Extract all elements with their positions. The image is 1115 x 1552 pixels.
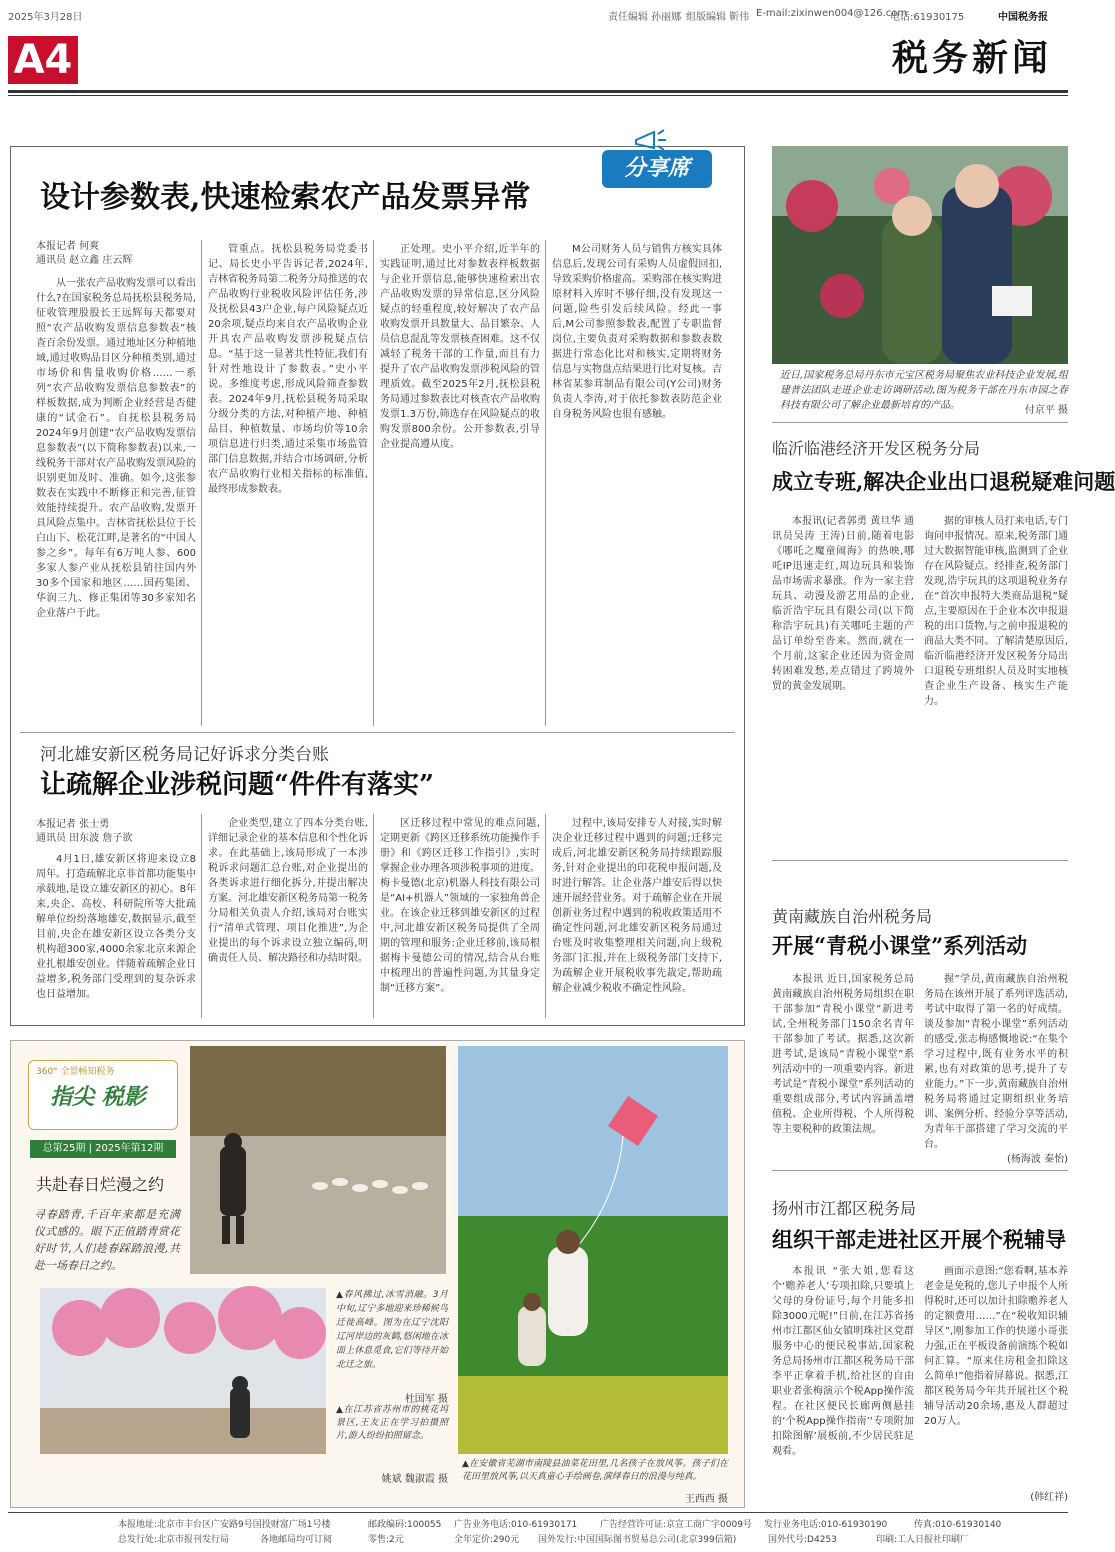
second-article-title: 让疏解企业涉税问题“件件有落实” [40, 770, 434, 800]
share-column-tag [590, 126, 720, 192]
right-article1-title: 成立专班,解决企业出口退税疑难问题 [772, 469, 1115, 494]
footer-annual-price: 全年定价:290元 [454, 1535, 520, 1545]
main-article-col1: 从一张农产品收购发票可以看出什么?在国家税务总局抚松县税务局,征收管理股股长王远辉每天都要对照“农产品收购发票信息参数表”核查百余份发票。通过地址区分种植地域,通过收购品目区分种植类别,通过市场价和售量收购价格……一系列“农产品收购发票信息参数表”的样板数据,成为判断企业经营是否健康的“试金石”。自抚松县税务局2024年9月创建“农产品收购发票信息参数表”(以下简称参数表)以来,一线税务干部对农产品收购发票风险的识别更加及时、准确。如今,这张参数表在实践中不断修正和完善,征管效能持续提升。农产品收购,发票开具风险点集中。吉林省抚松县位于长白山下、松花江畔,是著名的“中国人参之乡”。每年有6万吨人参、600多家人参产业从抚松县销往国内外30多个国家和地区……国药集团、华润三九、修正集团等30多家知名企业落户于此。 [36, 278, 196, 619]
article-divider [20, 732, 735, 733]
footer-printer: 印刷:工人日报社印刷厂 [876, 1535, 970, 1545]
footer-postcode: 邮政编码:100055 [368, 1520, 442, 1530]
feature-issue: 总第25期 | 2025年第12期 [30, 1140, 176, 1158]
cranes-photo [190, 1046, 446, 1274]
second-article-col4: 过程中,该局安排专人对接,实时解决企业迁移过程中遇到的问题;迁移完成后,河北雄安新区税务局持续跟踪服务,针对企业提出的印花税申报问题,及时进行解答。让企业落户雄安后得以快速开展经营业务。对于疏解企业在开展创新业务过程中遇到的税收政策适用不确定性问题,河北雄安新区税务局通过台账及时收集整理相关问题,向上级税务部门汇报,并在上级税务部门支持下,为疏解企业开展税收事先裁定,帮助疏解企业减少税收不确定性风险。 [552, 818, 722, 994]
main-article-col4: M公司财务人员与销售方核实具体信息后,发现公司有采购人员虚假回扣,导致采购价格虚高。采购部在核实购进原材料入库时不够仔细,没有发现这一问题,险些引发后续风险。经此一事后,M公司参照参数表,配置了专职监督岗位,主要负责对采购数据和参数表数据进行常态化比对和核实,定期将财务信息与实物盘点结果进行比对复核。吉林省某参茸制品有限公司(Y公司)财务负责人李涛,对于依托参数表防范企业自身税务风险也很有感触。 [552, 244, 722, 420]
photo2-credit: 姚斌 魏淑霞 摄 [381, 1474, 448, 1485]
column-divider [545, 240, 546, 726]
kite-illustration [458, 1046, 728, 1454]
photo1-credit: 杜国军 摄 [404, 1394, 448, 1405]
header-date: 2025年3月28日 [8, 12, 83, 23]
cranes-illustration [190, 1046, 446, 1274]
right-article2-col2: 握”学员,黄南藏族自治州税务局在该州开展了系列评选活动,考试中取得了第一名的好成绩。谈及参加“青税小课堂”系列活动的感受,张志梅感慨地说:“在集个学习过程中,既有业务水平的积累,也有对政策的思考,提升了专业能力。”下一步,黄南藏族自治州税务局将通过定期组织业务培训、案例分析、经验分享等活动,为青年干部搭建了学习交流的平台。 [924, 974, 1068, 1150]
footer-ad-phone: 广告业务电话:010-61930171 [454, 1520, 578, 1530]
main-byline-correspondent: 通讯员 赵立鑫 庄云辉 [36, 255, 133, 266]
right-article3-credit: (韩红祥) [1030, 1492, 1068, 1503]
header-email: E-mail:zixinwen004@126.com [756, 8, 908, 19]
second-article-col3: 区迁移过程中常见的难点问题,定期更新《跨区迁移系统功能操作手册》和《跨区迁移工作指引》,实时掌握企业办理各项涉税事项的进度。梅卡曼德(北京)机器人科技有限公司是“AI+机器人”领域的一家独角兽企业。在该企业迁移到雄安新区的过程中,河北雄安新区税务局提供了全周期的管理和服务:企业迁移前,该局根据梅卡曼德公司的情况,结合从台账中梳理出的普遍性问题,为其量身定制“迁移方案”。 [380, 818, 540, 994]
column-divider [545, 814, 546, 1018]
footer-ad-license: 广告经营许可证:京宣工商广字0009号 [600, 1520, 752, 1530]
second-byline-reporter: 本报记者 张士勇 [36, 819, 110, 830]
column-divider [201, 814, 202, 1018]
footer-price: 零售:2元 [368, 1535, 404, 1545]
right-photo-credit: 付京平 摄 [1024, 405, 1068, 416]
right-article1-kicker: 临沂临港经济开发区税务分局 [772, 439, 981, 458]
right-article3-title: 组织干部走进社区开展个税辅导 [772, 1227, 1066, 1252]
feature-brand-title: 指尖 税影 [50, 1084, 146, 1110]
footer-intl-code: 国外代号:D4253 [768, 1535, 837, 1545]
photo3-credit: 王西西 摄 [684, 1494, 728, 1505]
greenhouse-illustration [772, 146, 1068, 364]
main-byline-reporter: 本报记者 何爽 [36, 241, 100, 252]
right-article2-credit: (杨海波 秦怡) [1007, 1154, 1068, 1165]
header-rule-thin [8, 95, 1068, 96]
article-divider [772, 1170, 1068, 1171]
right-article1-col1: 本报讯(记者郭勇 黄旦华 通讯员吴涛 王涛)日前,随着电影《哪吒之魔童闹海》的热映,哪吒IP迅速走红,周边玩具和装饰品市场需求暴涨。作为一家主营玩具、动漫及游艺用品的企业,临沂浩宇玩具有限公司(以下简称浩宇玩具)有关哪吒主题的产品订单纷至沓来。然而,就在一个月前,这家企业还因为资金周转困难发愁,差点错过了跨境外贸的黄金发展期。 [772, 516, 914, 692]
header-editor: 责任编辑 孙丽娜 [608, 12, 682, 23]
article-divider [772, 422, 1068, 423]
right-photo-caption: 近日,国家税务总局丹东市元宝区税务局聚焦农业科技企业发展,组建普法团队走进企业走访调研活动,图为税务干部在丹东市园之春科技有限公司了解企业最新培育的产品。 [780, 370, 1068, 411]
feature-theme: 共赴春日烂漫之约 [36, 1175, 165, 1194]
right-article3-col2: 画面示意图:“您看啊,基本养老金是免税的,您儿子申报个人所得税时,还可以加计扣除赡养老人的定额费用……”在“税收知识辅导区”,刚参加工作的快递小哥张力强,正在平板设备前演练个税如何汇算。“原来住房租金扣除这么简单!”他指着屏幕说。据悉,江都区税务局今年共开展社区个税辅导活动20余场,惠及人群超过20万人。 [924, 1266, 1068, 1427]
column-divider [373, 240, 374, 726]
right-article2-title: 开展“青税小课堂”系列活动 [772, 933, 1028, 958]
header-rule [8, 90, 1068, 93]
right-article3-col1: 本报讯 “张大姐,您看这个‘赡养老人’专项扣除,只要填上父母的身份证号,每个月能多扣除3000元呢!”日前,在江苏省扬州市江都区仙女镇明珠社区党群服务中心的便民税事站,国家税务总局扬州市江都区税务局干部李平正拿着手机,给社区的自由职业者张梅演示个税App操作流程。在社区便民长廊两侧悬挂的‘个税App操作指南’‘专项附加扣除图解’展板前,不少居民驻足观看。 [772, 1266, 914, 1457]
right-article3-kicker: 扬州市江都区税务局 [772, 1199, 917, 1218]
footer-distributor: 总发行处:北京市报刊发行局 [118, 1535, 230, 1545]
header-phone: 电话:61930175 [890, 12, 965, 23]
right-article1-col2: 据的审核人员打来电话,专门询问申报情况。原来,税务部门通过大数据智能审核,监测到了企业存在风险疑点。经排查,税务部门发现,浩宇玩具的这项退税业务存在“首次申报特大类商品退税”疑点,主要原因在于企业本次申报退税的出口货物,与之前申报退税的商品大类不同。了解清楚原因后,临沂临港经济开发区税务分局出口退税专班组织人员及时实地核查企业生产设备、核实生产能力。 [924, 516, 1068, 707]
footer-fax: 传真:010-61930140 [914, 1520, 1002, 1530]
photo2-caption: ▲在江苏省苏州市的桃花坞景区,王友正在学习拍摄照片,游人纷纷拍照留念。 [336, 1405, 448, 1441]
photo3-caption: ▲在安徽省芜湖市南陵县油菜花田里,几名孩子在放风筝。孩子们在花田里放风筝,以天真童心手绘画卷,演绎春日的浪漫与纯真。 [462, 1459, 728, 1482]
right-article2-col1: 本报讯 近日,国家税务总局黄南藏族自治州税务局组织在职干部参加“青税小课堂”新进考试,全州税务部门150余名青年干部参加了考试。据悉,这次新进考试,是该局“青税小课堂”系列活动中的一项重要内容。新进考试是“青税小课堂”系列活动的重要组成部分,考试内容涵盖增值税、企业所得税、个人所得税等主要税种的政策法规。 [772, 974, 914, 1135]
article-divider [772, 860, 1068, 861]
blossom-photo [40, 1288, 326, 1454]
second-article-col2: 企业类型,建立了四本分类台账,详细记录企业的基本信息和个性化诉求。在此基础上,该局形成了一本涉税诉求问题汇总台账,对企业提出的各类诉求进行细化拆分,并提出解决方案。河北雄安新区税务局第一税务分局相关负责人介绍,该局对台账实行“清单式管理、项目化推进”,为企业提出的每个诉求设立独立编码,明确责任人员、解决路径和办结时限。 [208, 818, 368, 964]
share-tag-label: 分享席 [602, 150, 712, 188]
second-byline-correspondent: 通讯员 田东波 詹子欲 [36, 833, 133, 844]
column-divider [373, 814, 374, 1018]
section-title: 税务新闻 [891, 37, 1052, 79]
page-header [8, 6, 1068, 22]
second-article-col1: 4月1日,雄安新区将迎来设立8周年。打造疏解北京非首都功能集中承载地,是设立雄安新区的初心。8年来,央企、高校、科研院所等大批疏解单位纷纷落地雄安,数据显示,截至目前,央企在雄安新区设立各类分支机构超300家,4000余家北京来源企业扎根雄安创业。伴随着疏解企业日益增多,税务部门受理到的复杂诉求也日益增加。 [36, 854, 196, 1000]
header-layout: 组版编辑 靳伟 [686, 12, 750, 23]
page-footer [8, 1512, 1068, 1548]
main-article-col2: 管重点。抚松县税务局党委书记、局长史小平告诉记者,2024年,吉林省税务局第二税务分局推送的农产品收购行业税收风险评估任务,涉及抚松县43户企业,每户风险疑点近20余项,疑点均来自农产品收购企业开具农产品收购发票涉税疑点信息。“基于这一显著共性特征,我们有针对性地设计了参数表。”史小平说。多维度考虑,形成风险筛查参数表。2024年9月,抚松县税务局采取分级分类的方法,对种植产地、种植品目、种植数量、市场均价等10余项信息进行归类,通过采集市场监管部门信息数据,并结合市场调研,分析农产品收购行业相关指标的标准值,最终形成参数表。 [208, 244, 368, 495]
footer-address: 本报地址:北京市丰台区广安路9号国投财富广场1号楼 [118, 1520, 331, 1530]
footer-subscription: 各地邮局均可订阅 [260, 1535, 333, 1545]
footer-intl-distribution: 国外发行:中国国际图书贸易总公司(北京399信箱) [538, 1535, 737, 1545]
main-article-title: 设计参数表,快速检索农产品发票异常 [40, 180, 531, 215]
page-number: A4 [8, 36, 78, 84]
header-paper: 中国税务报 [998, 12, 1048, 23]
main-article-col3: 正处理。史小平介绍,近半年的实践证明,通过比对参数表样板数据与企业开票信息,能够快速检索出农产品收购发票的异常信息,区分风险疑点的轻重程度,较好解决了农产品收购发票开具数量大、品目繁杂、人员信息混乱等发票核查困难。这不仅减轻了税务干部的工作量,而且有力提升了农产品收购发票涉税风险的管理质效。截至2025年2月,抚松县税务局通过参数表比对核查农产品收购发票1.3万份,筛选存在风险疑点的收购发票800余份。公开参数表,引导企业提高遵从度。 [380, 244, 540, 450]
blossom-illustration [40, 1288, 326, 1454]
feature-intro: 寻春踏青,千百年来都是充满仪式感的。眼下正值踏青赏花好时节,人们趁春踩踏浪漫,共赴一场春日之约。 [34, 1208, 180, 1272]
second-article-kicker: 河北雄安新区税务局记好诉求分类台账 [40, 745, 329, 765]
footer-issue-phone: 发行业务电话:010-61930190 [764, 1520, 888, 1530]
tax-officer-greenhouse-photo [772, 146, 1068, 364]
column-divider [201, 240, 202, 726]
megaphone-icon [630, 126, 670, 152]
photo1-caption: ▲春风拂过,冰雪消融。3月中旬,辽宁多地迎来珍稀候鸟迁徙高峰。图为在辽宁沈阳辽河岸边的灰鹤,悠闲地在冰面上休息觅食,它们等待开始北迁之旅。 [336, 1290, 448, 1370]
kite-photo [458, 1046, 728, 1454]
feature-brand-top: 360° 全景畅知税务 [36, 1067, 115, 1077]
right-article2-kicker: 黄南藏族自治州税务局 [772, 907, 933, 926]
